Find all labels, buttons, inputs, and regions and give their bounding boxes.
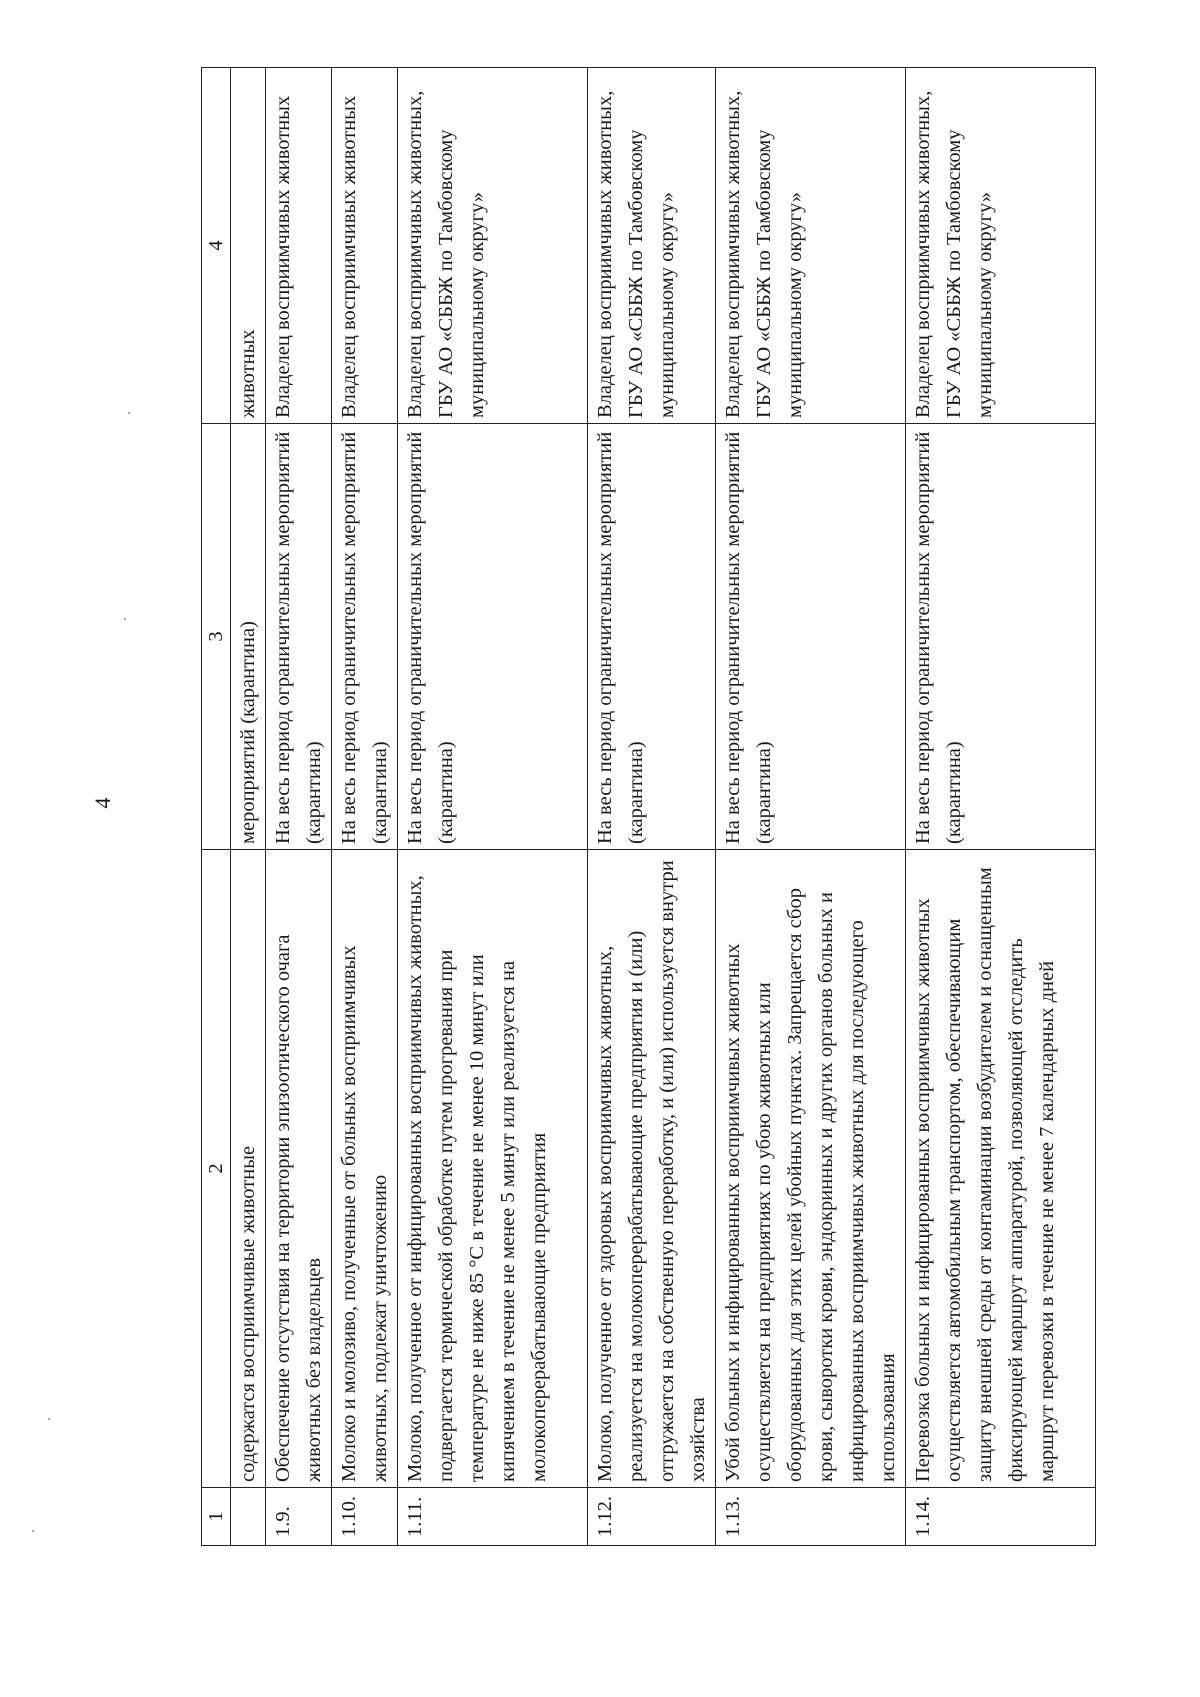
measures-table: [201, 67, 1096, 1546]
responsible-cell: Владелец восприимчивых животных, ГБУ АО «СББЖ по Тамбовскому муниципальному округу»: [398, 68, 588, 424]
responsible-cell: Владелец восприимчивых животных, ГБУ АО «СББЖ по Тамбовскому муниципальному округу»: [906, 68, 1096, 424]
measure-cell: Обеспечение отсутствия на территории эпизоотического очага животных без владельцев: [266, 850, 332, 1488]
rotated-table-wrapper: [201, 68, 1157, 1546]
column-header: 3: [202, 424, 231, 850]
responsible-cell: Владелец восприимчивых животных: [266, 68, 332, 424]
measure-cell: содержатся восприимчивые животные: [231, 850, 266, 1488]
column-header: 4: [202, 68, 231, 424]
page-number: 4: [90, 797, 115, 809]
table-row: [588, 68, 716, 1546]
table-row: [398, 68, 588, 1546]
scan-speck: [32, 1530, 34, 1532]
period-cell: На весь период ограничительных мероприятий (карантина): [588, 424, 716, 850]
measure-cell: Убой больных и инфицированных восприимчивых животных осуществляется на предприятиях по убою животных или оборудованных для этих целей убойных пунктах. Запрещается сбор крови, сыворотки крови, эндокринных и других органов больных и инфицированных восприимчивых животных для последующего использования: [716, 850, 906, 1488]
row-number: [231, 1488, 266, 1546]
period-cell: мероприятий (карантина): [231, 424, 266, 850]
measure-cell: Молоко, полученное от инфицированных восприимчивых животных, подвергается термической обработке путем прогревания при температуре не ниже 85 °С в течение не менее 10 минут или кипячением в течение не менее 5 минут или реализуется на молокоперерабатывающие предприятия: [398, 850, 588, 1488]
table-row: [231, 68, 266, 1546]
scan-speck: [128, 412, 130, 414]
row-number: 1.11.: [398, 1488, 588, 1546]
measure-cell: Перевозка больных и инфицированных восприимчивых животных осуществляется автомобильным транспортом, обеспечивающим защиту внешней среды от контаминации возбудителем и оснащенным фиксирующей маршрут аппаратурой, позволяющей отследить маршрут перевозки в течение не менее 7 календарных дней: [906, 850, 1096, 1488]
responsible-cell: животных: [231, 68, 266, 424]
row-number: 1.12.: [588, 1488, 716, 1546]
measure-cell: Молоко, полученное от здоровых восприимчивых животных, реализуется на молокоперерабатывающие предприятия и (или) отгружается на собственную переработку, и (или) используется внутри хозяйства: [588, 850, 716, 1488]
responsible-cell: Владелец восприимчивых животных, ГБУ АО «СББЖ по Тамбовскому муниципальному округу»: [716, 68, 906, 424]
column-header: 1: [202, 1488, 231, 1546]
period-cell: На весь период ограничительных мероприятий (карантина): [332, 424, 398, 850]
scan-speck: [48, 1418, 50, 1420]
period-cell: На весь период ограничительных мероприятий (карантина): [398, 424, 588, 850]
scan-speck: [124, 618, 126, 620]
responsible-cell: Владелец восприимчивых животных, ГБУ АО «СББЖ по Тамбовскому муниципальному округу»: [588, 68, 716, 424]
table-row: [266, 68, 332, 1546]
row-number: 1.14.: [906, 1488, 1096, 1546]
row-number: 1.10.: [332, 1488, 398, 1546]
table-row: [332, 68, 398, 1546]
table-header-row: [202, 68, 231, 1546]
period-cell: На весь период ограничительных мероприятий (карантина): [266, 424, 332, 850]
period-cell: На весь период ограничительных мероприятий (карантина): [716, 424, 906, 850]
row-number: 1.9.: [266, 1488, 332, 1546]
table-row: [906, 68, 1096, 1546]
column-header: 2: [202, 850, 231, 1488]
measure-cell: Молоко и молозиво, полученные от больных восприимчивых животных, подлежат уничтожению: [332, 850, 398, 1488]
period-cell: На весь период ограничительных мероприятий (карантина): [906, 424, 1096, 850]
table-row: [716, 68, 906, 1546]
responsible-cell: Владелец восприимчивых животных: [332, 68, 398, 424]
row-number: 1.13.: [716, 1488, 906, 1546]
